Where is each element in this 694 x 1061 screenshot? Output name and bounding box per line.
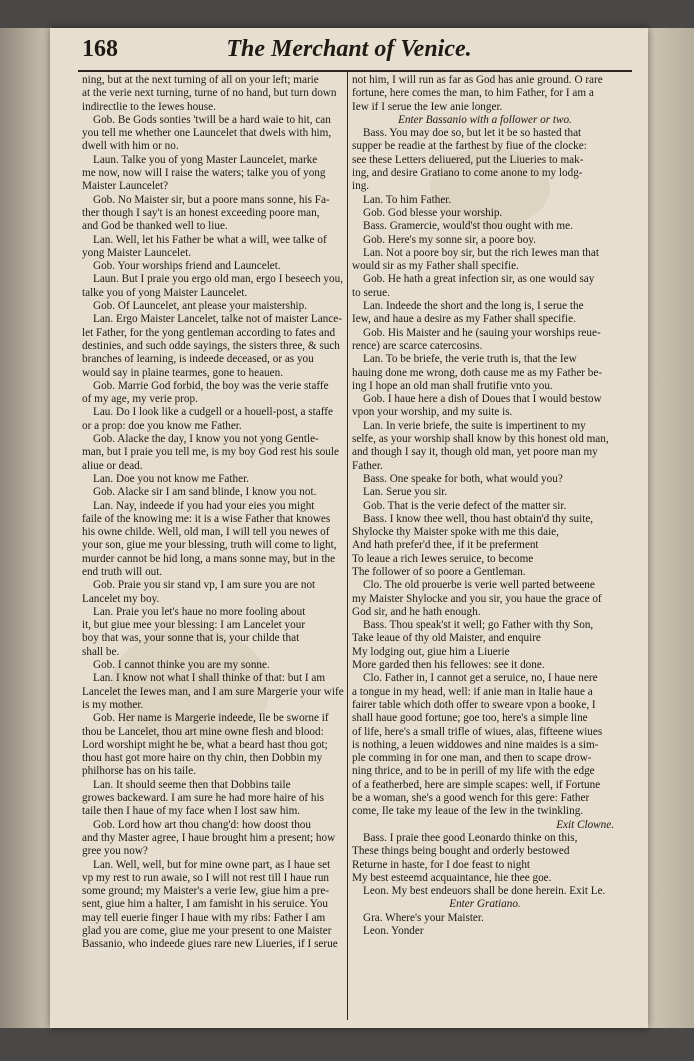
page-title: The Merchant of Venice. <box>226 36 472 62</box>
text-line: God sir, and he hath enough. <box>352 605 481 618</box>
text-line: Lan. To be briefe, the verie truth is, that the Iew <box>363 353 577 366</box>
text-line: me now, now will I raise the waters; talke you of yong <box>82 167 326 180</box>
text-line: And hath prefer'd thee, if it be preferment <box>352 539 539 552</box>
text-line: of a featherbed, here are simple scapes: well, if Fortune <box>352 778 601 791</box>
left-page-edge <box>0 28 50 1028</box>
text-line: you tell me whether one Launcelet that dwels with him, <box>82 127 332 140</box>
text-line: Lan. Nay, indeede if you had your eies you might <box>93 499 315 512</box>
text-line: ning thrice, and to be in perill of my life with the edge <box>352 765 595 778</box>
text-line: Enter Bassanio with a follower or two. <box>398 113 572 126</box>
text-line: or a prop: doe you know me Father. <box>82 419 242 432</box>
text-line: Gob. I cannot thinke you are my sonne. <box>93 659 270 672</box>
text-line: Leon. Yonder <box>363 925 424 937</box>
text-line: Bass. You may doe so, but let it be so hasted that <box>363 127 582 140</box>
text-line: let Father, for the yong gentleman according to fates and <box>82 326 336 339</box>
text-line: rence) are scarce catercosins. <box>352 339 483 352</box>
text-line: my Maister Shylocke and you sir, you haue the grace of <box>352 592 602 605</box>
text-line: Lan. Well, let his Father be what a will, wee talke of <box>93 233 327 246</box>
text-line: ing I hope an old man shall frutifie vnto you. <box>352 379 553 392</box>
text-line: Gob. Alacke sir I am sand blinde, I know you not. <box>93 486 317 499</box>
text-line: Lan. Well, well, but for mine owne part, as I haue set <box>93 858 331 871</box>
text-line: faile of the knowing me: it is a wise Father that knowes <box>82 512 331 525</box>
text-line: Gob. His Maister and he (sauing your worships reue- <box>363 326 601 339</box>
text-line: Returne in haste, for I doe feast to night <box>352 858 531 871</box>
text-line: may tell euerie finger I haue with my ribs: Father I am <box>82 911 326 924</box>
text-line: These things being bought and orderly bestowed <box>352 845 570 858</box>
text-line: would say in plaine tearmes, gone to heauen. <box>82 366 284 379</box>
text-line: Gob. Marrie God forbid, the boy was the verie staffe <box>93 379 329 392</box>
text-line: aliue or dead. <box>82 459 143 472</box>
text-line: branches of learning, is indeede deceased, or as you <box>82 353 314 366</box>
text-line: Gob. Be Gods sonties 'twill be a hard waie to hit, can <box>93 113 331 126</box>
text-line: Gob. No Maister sir, but a poore mans sonne, his Fa- <box>93 193 330 206</box>
text-line: shall be. <box>82 645 120 658</box>
text-line: is nothing, a leuen widdowes and nine maides is a sim- <box>352 738 599 751</box>
text-line: Iew, and haue a desire as my Father shall specifie. <box>352 313 576 326</box>
text-line: some ground; my Maister's a verie Iew, giue him a pre- <box>82 885 330 898</box>
text-line: taile then I haue of my face when I lost saw him. <box>82 805 301 818</box>
text-line: Lau. Do I look like a cudgell or a houell-post, a staffe <box>93 406 333 419</box>
text-line: Shylocke thy Maister spoke with me this daie, <box>352 526 559 539</box>
text-line: Gob. Your worships friend and Launcelet. <box>93 260 281 273</box>
text-line: More garded then his fellowes: see it done. <box>352 659 545 672</box>
text-line: end truth will out. <box>82 565 163 578</box>
text-line: Gob. Of Launcelet, ant please your maistership. <box>93 300 308 313</box>
text-line: ther though I say't is an honest exceeding poore man, <box>82 206 320 219</box>
text-line: Lan. Serue you sir. <box>363 486 448 499</box>
text-line: Lan. In verie briefe, the suite is impertinent to my <box>363 419 586 432</box>
left-text-column <box>82 74 344 952</box>
text-line: thou hast got more haire on thy chin, then Dobbin my <box>82 752 323 765</box>
text-line: it, but giue mee your blessing: I am Lancelet your <box>82 619 306 632</box>
text-line: and God be thanked well to liue. <box>82 220 228 233</box>
text-line: Lan. Doe you not know me Father. <box>93 472 249 485</box>
book-page <box>50 28 648 1028</box>
text-line: Bass. Thou speak'st it well; go Father with thy Son, <box>363 619 594 632</box>
text-line: To leaue a rich Iewes seruice, to become <box>352 552 534 565</box>
text-line: murder cannot be hid long, a mans sonne may, but in the <box>82 552 336 565</box>
running-head <box>50 28 648 70</box>
text-line: is my mother. <box>82 698 144 711</box>
right-page-edge <box>648 28 694 1028</box>
text-line: Clo. Father in, I cannot get a seruice, no, I haue nere <box>363 672 598 685</box>
text-line: not him, I will run as far as God has anie ground. O rare <box>352 74 603 86</box>
header-rule <box>78 70 632 72</box>
text-line: sent, giue him a halter, I am famisht in his seruice. You <box>82 898 328 911</box>
text-line: vp my rest to run awaie, so I will not rest till I haue run <box>82 871 330 884</box>
text-line: ning, but at the next turning of all on your left; marie <box>82 74 319 86</box>
text-line: of life, here's a small trifle of wiues, alas, fifteene wiues <box>352 725 603 738</box>
text-line: ple comming in for one man, and then to scape drow- <box>352 752 592 765</box>
text-line: Lan. Praie you let's haue no more fooling about <box>93 605 306 618</box>
text-line: My best esteemd acquaintance, hie thee goe. <box>352 871 552 884</box>
text-line: fairer table which doth offer to sweare vpon a booke, I <box>352 698 596 711</box>
text-line: of my age, my verie prop. <box>82 393 198 406</box>
text-line: Laun. Talke you of yong Master Launcelet, marke <box>93 153 318 166</box>
text-line: Lord worshipt might he be, what a beard hast thou got; <box>82 738 328 751</box>
text-line: Bass. I know thee well, thou hast obtain'd thy suite, <box>363 512 594 525</box>
text-line: gree you now? <box>82 845 148 858</box>
text-line: Gob. Lord how art thou chang'd: how doost thou <box>93 818 311 831</box>
text-line: Bass. I praie thee good Leonardo thinke on this, <box>363 831 578 844</box>
text-line: see these Letters deliuered, put the Liueries to mak- <box>352 153 584 166</box>
text-line: Enter Gratiano. <box>449 898 521 911</box>
text-line: to serue. <box>352 286 390 299</box>
text-line: your son, giue me your blessing, truth will come to light, <box>82 539 337 552</box>
text-line: supper be readie at the farthest by fiue of the clocke: <box>352 140 587 153</box>
text-line: yong Maister Launcelet. <box>82 246 192 259</box>
text-line: Leon. My best endeuors shall be done herein. Exit Le. <box>363 885 606 898</box>
text-line: Lan. Indeede the short and the long is, I serue the <box>363 300 584 313</box>
text-line: vpon your worship, and my suite is. <box>352 406 513 419</box>
text-line: come, Ile take my leaue of the Iew in the twinkling. <box>352 805 584 818</box>
text-line: Gob. He hath a great infection sir, as one would say <box>363 273 595 286</box>
text-line: Iew if I serue the Iew anie longer. <box>352 100 503 113</box>
column-divider <box>347 72 348 1020</box>
text-line: thou be Lancelet, thou art mine owne flesh and blood: <box>82 725 324 738</box>
text-line: dwell with him or no. <box>82 140 179 153</box>
right-text-column <box>352 74 618 938</box>
text-line: talke you of yong Maister Launcelet. <box>82 286 248 299</box>
text-line: fortune, here comes the man, to him Father, for I am a <box>352 87 594 100</box>
text-line: Gob. That is the verie defect of the matter sir. <box>363 499 567 512</box>
text-line: Gob. Alacke the day, I know you not yong Gentle- <box>93 433 319 446</box>
text-line: Maister Launcelet? <box>82 180 169 193</box>
text-line: at the verie next turning, turne of no hand, but turn down <box>82 87 337 100</box>
text-line: would sir as my Father shall specifie. <box>352 260 519 273</box>
text-line: destinies, and such odde sayings, the sisters three, & such <box>82 339 340 352</box>
text-line: man, but I praie you tell me, is my boy God rest his soule <box>82 446 339 459</box>
text-line: be a woman, she's a good wench for this gere: Father <box>352 792 590 805</box>
text-line: Exit Clowne. <box>556 818 614 831</box>
text-line: selfe, as your worship shall know by this honest old man, <box>352 433 609 446</box>
text-line: Take leaue of thy old Maister, and enquire <box>352 632 541 645</box>
text-line: Laun. But I praie you ergo old man, ergo I beseech you, <box>93 273 343 286</box>
text-line: his owne childe. Well, old man, I will tell you newes of <box>82 526 330 539</box>
text-line: Gob. Here's my sonne sir, a poore boy. <box>363 233 536 246</box>
text-line: Gob. I haue here a dish of Doues that I would bestow <box>363 393 602 406</box>
text-line: boy that was, your sonne that is, your childe that <box>82 632 300 645</box>
text-line: Clo. The old prouerbe is verie well parted betweene <box>363 579 595 592</box>
text-line: Gob. Her name is Margerie indeede, Ile be sworne if <box>93 712 329 725</box>
text-line: shall haue good fortune; goe too, here's a simple line <box>352 712 588 725</box>
text-line: ing. <box>352 180 370 193</box>
text-line: growes backeward. I am sure he had more haire of his <box>82 792 324 805</box>
text-line: Lancelet the Iewes man, and I am sure Margerie your wife <box>82 685 344 698</box>
text-line: My lodging out, giue him a Liuerie <box>352 645 510 658</box>
text-line: and thy Master agree, I haue brought him a present; how <box>82 831 336 844</box>
text-line: Gob. Praie you sir stand vp, I am sure you are not <box>93 579 316 592</box>
text-line: glad you are come, giue me your present to one Maister <box>82 925 332 937</box>
text-line: The follower of so poore a Gentleman. <box>352 565 526 578</box>
text-line: ing, and desire Gratiano to come anone to my lodg- <box>352 167 583 180</box>
text-line: indirectlie to the Iewes house. <box>82 100 216 113</box>
text-line: Father. <box>352 459 383 472</box>
text-line: Lan. To him Father. <box>363 193 452 206</box>
text-line: Bassanio, who indeede giues rare new Liueries, if I serue <box>82 938 338 951</box>
text-line: Lancelet my boy. <box>82 592 160 605</box>
text-line: hauing done me wrong, doth cause me as my Father be- <box>352 366 603 379</box>
text-line: philhorse has on his taile. <box>82 765 197 778</box>
text-line: a tongue in my head, well: if anie man in Italie haue a <box>352 685 593 698</box>
text-line: and though I say it, though old man, yet poore man my <box>352 446 598 459</box>
text-line: Lan. Not a poore boy sir, but the rich Iewes man that <box>363 246 599 259</box>
text-line: Lan. I know not what I shall thinke of that: but I am <box>93 672 326 685</box>
text-line: Lan. It should seeme then that Dobbins taile <box>93 778 291 791</box>
text-line: Bass. Gramercie, would'st thou ought with me. <box>363 220 573 233</box>
page-number: 168 <box>82 36 118 62</box>
text-line: Bass. One speake for both, what would you? <box>363 472 563 485</box>
text-line: Gob. God blesse your worship. <box>363 206 503 219</box>
text-line: Lan. Ergo Maister Lancelet, talke not of maister Lance- <box>93 313 342 326</box>
text-line: Gra. Where's your Maister. <box>363 911 484 924</box>
